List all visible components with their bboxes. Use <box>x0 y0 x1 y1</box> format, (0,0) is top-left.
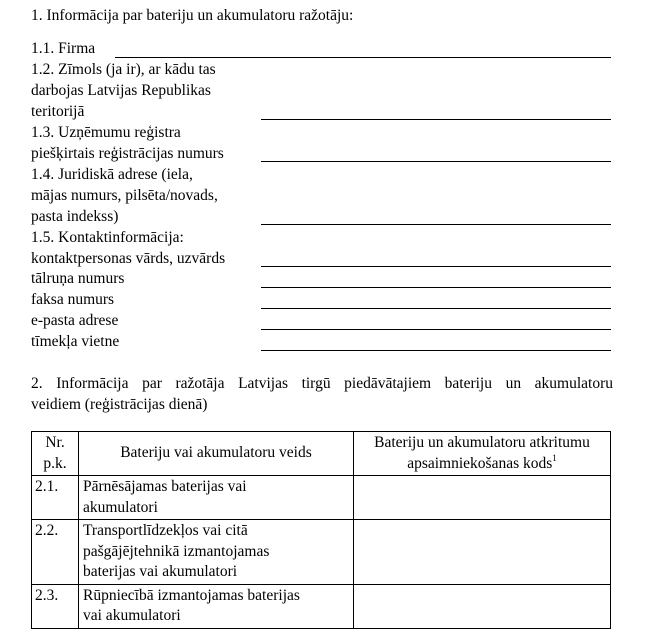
header-number: Nr. p.k. <box>32 432 79 476</box>
field-label: 1.1. Firma <box>31 40 96 57</box>
header-type: Bateriju vai akumulatoru veids <box>79 432 354 476</box>
field-contact-person-input-line[interactable] <box>261 266 611 267</box>
field-phone-input-line[interactable] <box>261 287 611 288</box>
field-phone <box>31 268 611 290</box>
field-zimols <box>31 59 611 122</box>
table-header-row <box>32 432 611 476</box>
row-code-cell[interactable] <box>354 520 611 585</box>
row-type: Rūpniecībā izmantojamas baterijas vai akumulatori <box>79 584 354 628</box>
field-label: tālruņa numurs <box>31 270 125 287</box>
field-label: 1.3. Uzņēmumu reģistra piešķirtais reģistrācijas numurs <box>31 124 224 162</box>
section-2-title: 2. Informācija par ražotāja Latvijas tirgū piedāvātajiem bateriju un akumulatoru veidiem (reģistrācijas dienā) <box>31 375 613 413</box>
row-code-cell[interactable] <box>354 476 611 520</box>
field-firma-input-line[interactable] <box>115 57 611 58</box>
row-type: Transportlīdzekļos vai citā pašgājējtehnikā izmantojamas baterijas vai akumulatori <box>79 520 354 585</box>
row-type: Pārnēsājamas baterijas vai akumulatori <box>79 476 354 520</box>
table-row <box>32 476 611 520</box>
header-code: Bateriju un akumulatoru atkritumu apsaimniekošanas kods$^1$ <box>354 432 611 476</box>
field-registration-number-input-line[interactable] <box>261 161 611 162</box>
battery-types-table <box>31 431 611 629</box>
row-number: 2.3. <box>32 584 79 628</box>
field-label: 1.4. Juridiskā adrese (iela, mājas numurs, pilsēta/novads, pasta indekss) <box>31 166 218 225</box>
field-firma <box>31 38 611 60</box>
field-legal-address <box>31 164 611 227</box>
row-number: 2.1. <box>32 476 79 520</box>
field-legal-address-input-line[interactable] <box>261 224 611 225</box>
table-row <box>32 520 611 585</box>
field-label: tīmekļa vietne <box>31 333 120 350</box>
field-website-input-line[interactable] <box>261 350 611 351</box>
table-row <box>32 584 611 628</box>
field-fax <box>31 289 611 311</box>
field-fax-input-line[interactable] <box>261 308 611 309</box>
row-code-cell[interactable] <box>354 584 611 628</box>
section-1-title: 1. Informācija par bateriju un akumulatoru ražotāju: <box>31 7 354 24</box>
field-zimols-input-line[interactable] <box>261 119 611 120</box>
field-label: 1.5. Kontaktinformācija: kontaktpersonas vārds, uzvārds <box>31 229 226 267</box>
field-label: faksa numurs <box>31 291 115 308</box>
field-website <box>31 331 611 353</box>
field-label: 1.2. Zīmols (ja ir), ar kādu tas darbojas Latvijas Republikas teritorijā <box>31 61 216 120</box>
row-number: 2.2. <box>32 520 79 585</box>
field-label: e-pasta adrese <box>31 312 119 329</box>
field-email-input-line[interactable] <box>261 329 611 330</box>
footnote-marker: 1 <box>552 452 557 463</box>
field-email <box>31 310 611 332</box>
field-registration-number <box>31 122 611 164</box>
field-contact-person <box>31 227 611 269</box>
